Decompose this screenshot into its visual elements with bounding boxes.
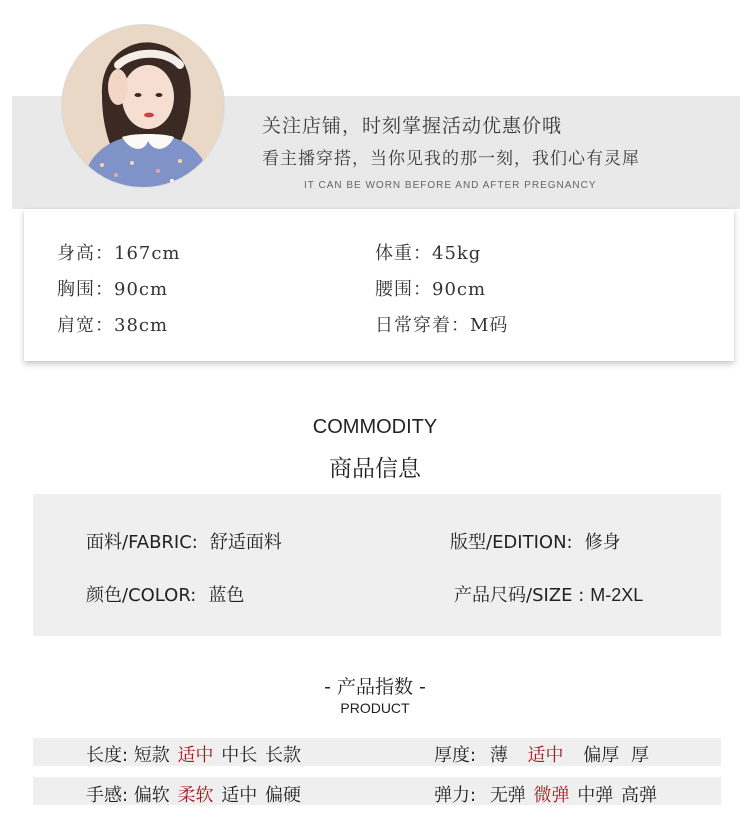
color-label: 颜色/COLOR: [86,585,197,606]
host-outfit-text: 看主播穿搭，当你见我的那一刻，我们心有灵犀 [262,149,640,169]
commodity-title-cn: 商品信息 [329,456,421,482]
length-option: 长款 [265,745,302,766]
model-weight: 体重：45kg [375,243,482,264]
fabric-value: 舒适面料 [209,532,282,553]
follow-subtitle-en: IT CAN BE WORN BEFORE AND AFTER PREGNANCY [304,180,597,191]
feel-option: 偏硬 [265,785,302,806]
fabric-row [86,528,282,554]
length-index [86,741,303,767]
edition-row [450,528,621,554]
edition-value: 修身 [584,532,621,553]
model-waist: 腰围：90cm [375,279,487,300]
size-label: 产品尺码/SIZE : [454,585,585,606]
feel-option: 适中 [221,785,258,806]
thickness-option: 适中 [527,745,564,766]
elasticity-option: 微弹 [533,785,570,806]
elasticity-index [434,781,659,807]
elasticity-option: 高弹 [621,785,658,806]
length-label: 长度: [86,745,129,766]
length-option: 中长 [221,745,258,766]
color-row [86,581,244,607]
thickness-option: 偏厚 [583,745,620,766]
size-value: M-2XL [590,585,644,605]
elasticity-option: 无弹 [489,785,526,806]
elasticity-label: 弹力: [434,785,477,806]
feel-index [86,781,303,807]
model-height: 身高：167cm [57,243,181,264]
color-value: 蓝色 [208,585,245,606]
length-option: 短款 [133,745,170,766]
elasticity-option: 中弹 [577,785,614,806]
model-bust: 胸围：90cm [57,279,169,300]
thickness-label: 厚度: [434,745,477,766]
product-index-title: - 产品指数 - [324,676,426,698]
thickness-option: 薄 [489,745,508,766]
commodity-info-box [33,494,721,636]
size-row [454,581,643,607]
follow-store-text: 关注店铺，时刻掌握活动优惠价哦 [262,115,563,137]
model-portrait-icon [62,25,224,187]
commodity-title-en: COMMODITY [312,416,438,438]
feel-option: 柔软 [177,785,214,806]
thickness-option: 厚 [631,745,650,766]
fabric-label: 面料/FABRIC: [86,532,198,553]
edition-label: 版型/EDITION: [450,532,573,553]
thickness-index [434,741,651,767]
model-daily-size: 日常穿着：M码 [375,315,509,336]
feel-label: 手感: [86,785,129,806]
feel-option: 偏软 [133,785,170,806]
product-index-title-en: PRODUCT [340,700,410,716]
length-option: 适中 [177,745,214,766]
model-avatar [62,25,224,187]
model-shoulder: 肩宽：38cm [57,315,169,336]
